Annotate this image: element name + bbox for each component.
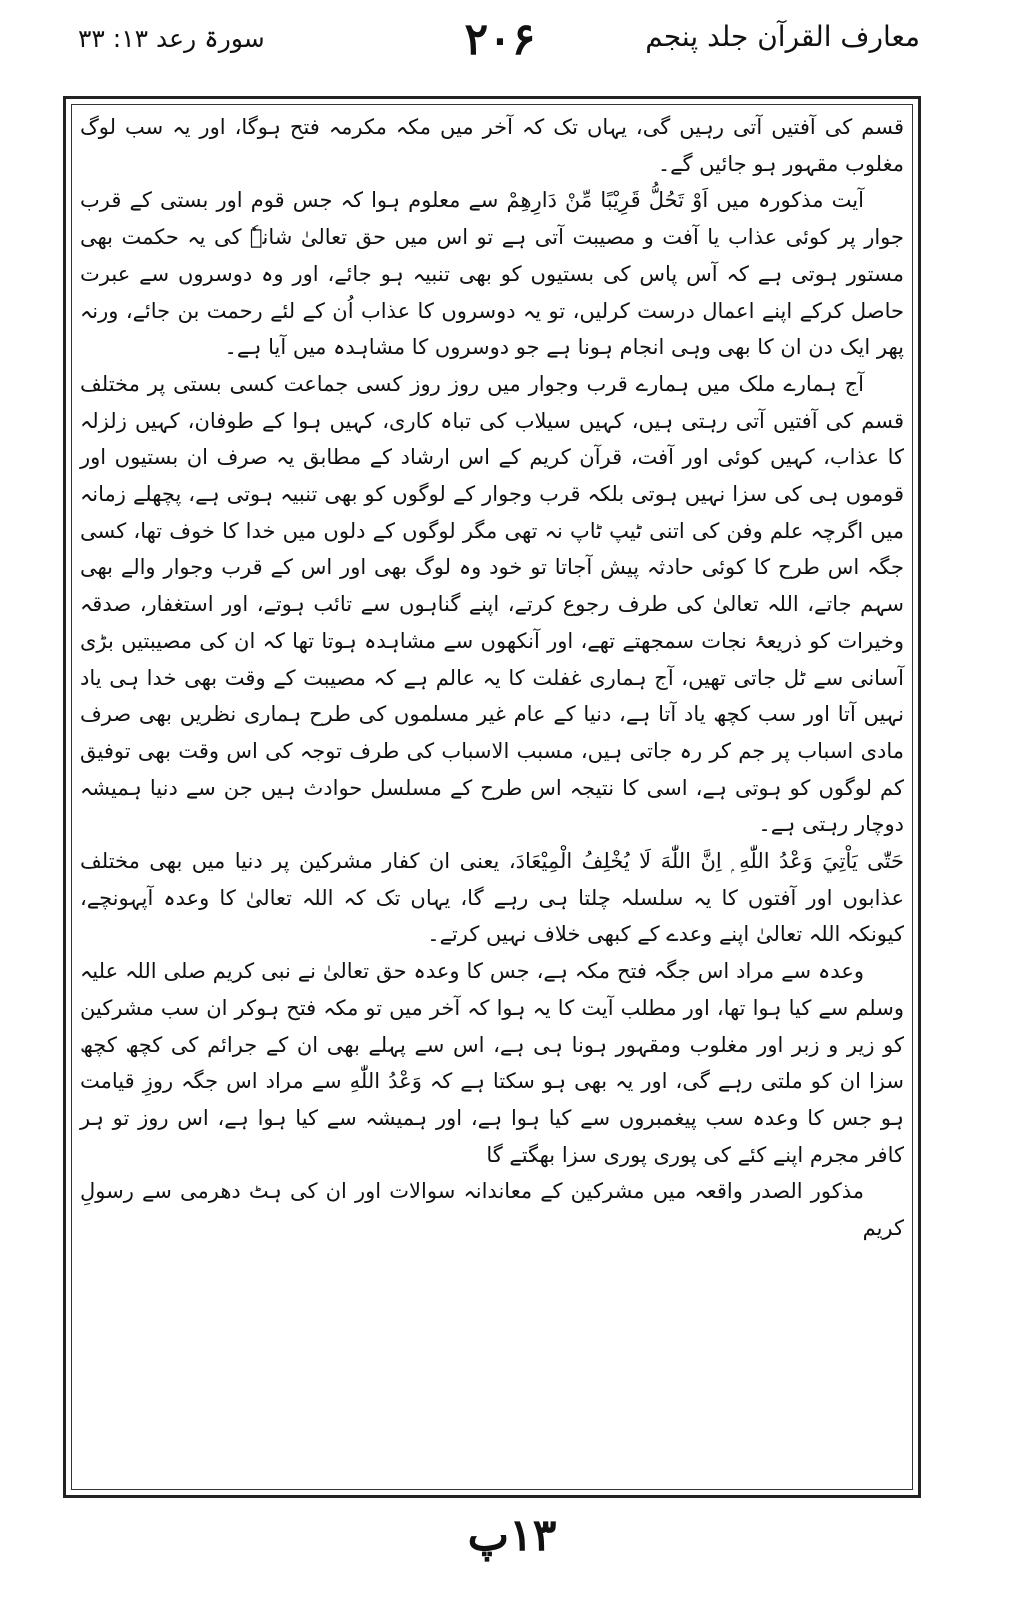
page-header — [60, 12, 920, 82]
quran-quote-3: وَعْدُ اللّٰهِ — [349, 1069, 422, 1094]
paragraph-1: قسم کی آفتیں آتی رہیں گی، یہاں تک کہ آخر میں مکہ مکرمہ فتح ہوگا، اور یہ سب لوگ مغلوب مقہور ہو جائیں گے۔ — [80, 115, 904, 176]
body-text — [80, 109, 904, 1247]
quran-quote-1: اَوْ تَحُلُّ قَرِيْبًا مِّنْ دَارِهِمْ — [506, 188, 709, 213]
juz-number: ۱۳پ — [467, 1510, 557, 1561]
paragraph-2-rest: سے معلوم ہوا کہ جس قوم اور بستی کے قرب جوار پر کوئی عذاب یا آفت و مصیبت آتی ہے تو اس میں حق تعالیٰ شانہٗ کی یہ حکمت بھی مستور ہوتی ہے کہ آس پاس کی بستیوں کو بھی تنبیہ ہو جائے، اور وہ دوسروں سے عبرت حاصل کرکے اپنے اعمال درست کرلیں، تو یہ دوسروں کا عذاب اُن کے لئے رحمت بن جائے، ورنہ پھر ایک دن ان کا بھی وہی انجام ہونا ہے جو دوسروں کا مشاہدہ میں آیا ہے۔ — [80, 188, 904, 360]
paragraph-3: آج ہمارے ملک میں ہمارے قرب وجوار میں روز روز کسی جماعت کسی بستی پر مختلف قسم کی آفتیں آتی رہتی ہیں، کہیں سیلاب کی تباہ کاری، کہیں ہوا کے طوفان، کہیں زلزلہ کا عذاب، کہیں کوئی اور آفت، قرآن کریم کے اس ارشاد کے مطابق یہ صرف ان بستیوں اور قوموں ہی کی سزا نہیں ہوتی بلکہ قرب وجوار کے لوگوں کو بھی تنبیہ ہوتی ہے، پچھلے زمانہ میں اگرچہ علم وفن کی اتنی ٹیپ ٹاپ نہ تھی مگر لوگوں کے دلوں میں خدا کا خوف تھا، کسی جگہ اس طرح کا کوئی حادثہ پیش آجاتا تو خود وہ لوگ بھی اور اس کے قرب وجوار والے بھی سہم جاتے، اللہ تعالیٰ کی طرف رجوع کرتے، اپنے گناہوں سے تائب ہوتے، اور استغفار، صدقہ وخیرات کو ذریعۂ نجات سمجھتے تھے، اور آنکھوں سے مشاہدہ ہوتا تھا کہ ان کی مصیبتیں بڑی آسانی سے ٹل جاتی تھیں، آج ہماری غفلت کا یہ عالم ہے کہ مصیبت کے وقت بھی خدا ہی یاد نہیں آتا اور سب کچھ یاد آتا ہے، دنیا کے عام غیر مسلموں کی طرح ہماری نظریں بھی صرف مادی اسباب پر جم کر رہ جاتی ہیں، مسبب الاسباب کی طرف توجہ کی اس وقت بھی توفیق کم لوگوں کو ہوتی ہے، اسی کا نتیجہ اس طرح کے مسلسل حوادث ہیں جن سے دنیا ہمیشہ دوچار رہتی ہے۔ — [80, 371, 904, 837]
paragraph-2-prefix: آیت مذکورہ میں — [716, 188, 864, 213]
page-number: ۲۰۶ — [464, 14, 536, 65]
paragraph-4 — [80, 843, 904, 953]
surah-reference: سورۃ رعد ۱۳: ۳۳ — [78, 24, 265, 53]
paragraph-2 — [80, 182, 904, 366]
paragraph-6: مذکور الصدر واقعہ میں مشرکین کے معاندانہ سوالات اور ان کی ہٹ دھرمی سے رسولِ کریم — [80, 1179, 904, 1241]
paragraph-5-text: وعدہ سے مراد اس جگہ فتح مکہ ہے، جس کا وعدہ حق تعالیٰ نے نبی کریم صلی اللہ علیہ وسلم سے کیا ہوا تھا، اور مطلب آیت کا یہ ہوا کہ آخر میں تو مکہ فتح ہوکر ان سب مشرکین کو زیر و زبر اور مغلوب ومقہور ہونا ہی ہے، اس سے پہلے بھی ان کے جرائم کی کچھ کچھ سزا ان کو ملتی رہے گی، اور یہ بھی ہو سکتا ہے کہ — [80, 959, 904, 1094]
paragraph-5-rest: سے مراد اس جگہ روزِ قیامت ہو جس کا وعدہ سب پیغمبروں سے کیا ہوا ہے، اور ہمیشہ سے کیا ہوا ہے، اس روز تو ہر کافر مجرم اپنے کئے کی پوری پوری سزا بھگتے گا — [80, 1069, 904, 1167]
paragraph-4-rest: ، یعنی ان کفار مشرکین پر دنیا میں بھی مختلف عذابوں اور آفتوں کا یہ سلسلہ چلتا ہی رہے گا، یہاں تک کہ اللہ تعالیٰ کا وعدہ آپہونچے، کیونکہ اللہ تعالیٰ اپنے وعدے کے کبھی خلاف نہیں کرتے۔ — [80, 849, 904, 947]
text-frame — [63, 96, 921, 1498]
book-title: معارف القرآن جلد پنجم — [645, 20, 920, 53]
quran-quote-2: حَتّٰى يَاْتِيَ وَعْدُ اللّٰهِ ۭ اِنَّ اللّٰهَ لَا يُخْلِفُ الْمِيْعَادَ — [515, 849, 904, 874]
paragraph-5 — [80, 953, 904, 1173]
